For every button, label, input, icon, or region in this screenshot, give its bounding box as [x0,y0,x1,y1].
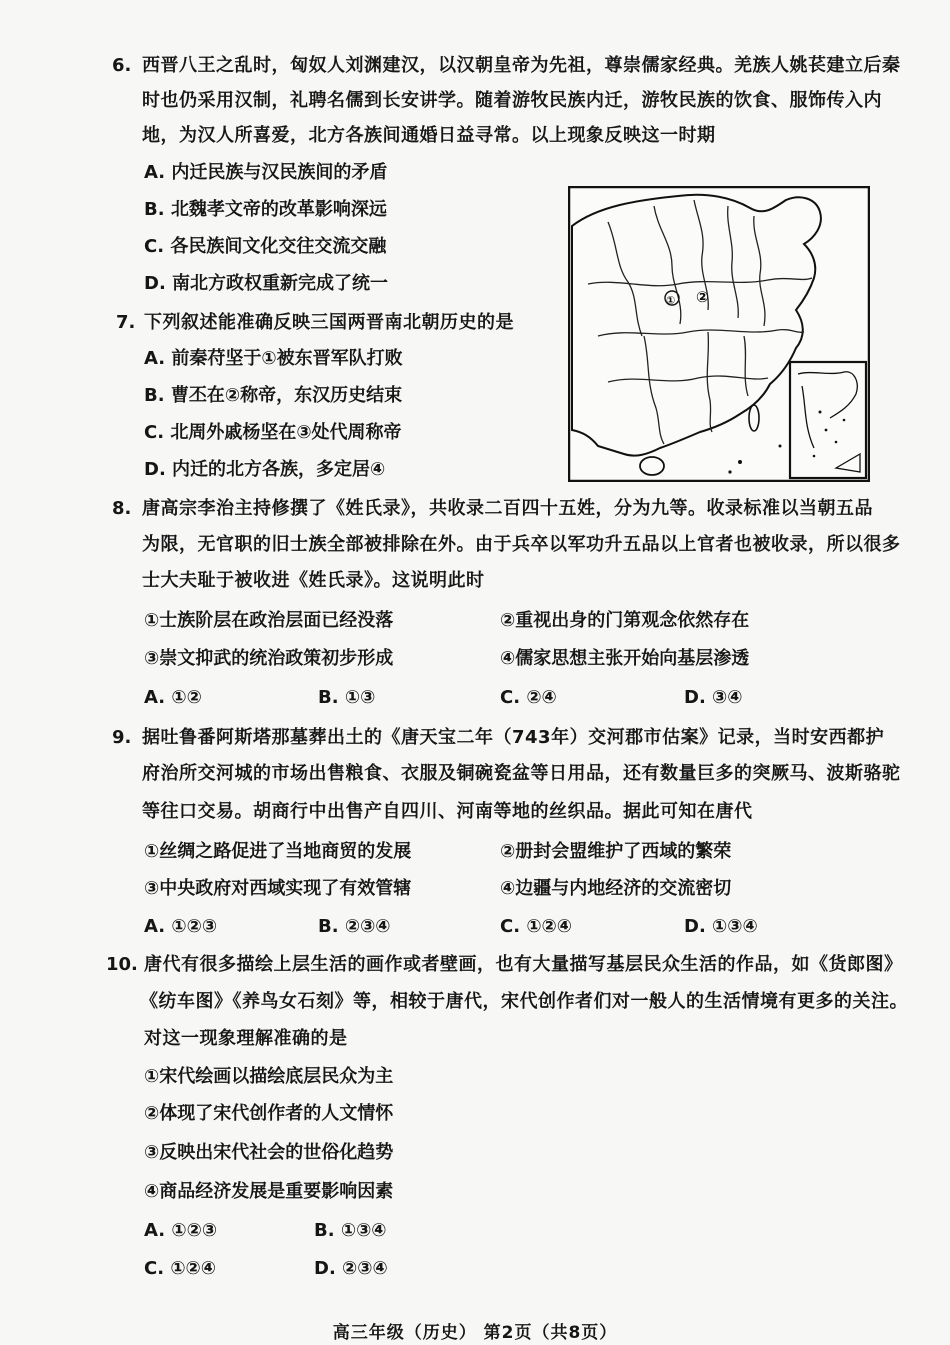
statement-3: ③中央政府对西域实现了有效管辖 [144,878,412,899]
option-b: B. ②③④ [318,916,391,937]
statement-4: ④儒家思想主张开始向基层渗透 [500,648,750,669]
china-map-illustration [568,186,870,482]
statement-1: ①士族阶层在政治层面已经没落 [144,610,394,631]
question-number: 9. [112,727,132,748]
option-d: D. 内迁的北方各族，多定居④ [144,459,386,480]
question-stem-line: 府治所交河城的市场出售粮食、衣服及铜碗瓷盆等日用品，还有数量巨多的突厥马、波斯骆驼 [142,763,901,784]
question-stem-line: 据吐鲁番阿斯塔那墓葬出土的《唐天宝二年（743年）交河郡市估案》记录，当时安西都护 [142,727,885,748]
statement-1: ①宋代绘画以描绘底层民众为主 [144,1066,394,1087]
option-b: B. ①③④ [314,1220,387,1241]
question-number: 8. [112,498,132,519]
option-c: C. ②④ [500,687,557,708]
question-stem-line: 唐高宗李治主持修撰了《姓氏录》，共收录二百四十五姓，分为九等。收录标准以当朝五品 [142,498,873,519]
option-d: D. ①③④ [684,916,758,937]
question-stem-line: 士大夫耻于被收进《姓氏录》。这说明此时 [142,570,485,591]
option-c: C. ①②④ [144,1258,217,1279]
china-map-figure [568,186,870,482]
option-b: B. 北魏孝文帝的改革影响深远 [144,199,387,220]
option-b: B. 曹丕在②称帝，东汉历史结束 [144,385,403,406]
statement-4: ④商品经济发展是重要影响因素 [144,1181,394,1202]
option-d: D. ③④ [684,687,743,708]
question-stem-line: 对这一现象理解准确的是 [144,1028,348,1049]
option-c: C. 北周外戚杨坚在③处代周称帝 [144,422,402,443]
question-stem-line: 等往口交易。胡商行中出售产自四川、河南等地的丝织品。据此可知在唐代 [142,801,753,822]
option-a: A. 内迁民族与汉民族间的矛盾 [144,162,388,183]
question-number: 10. [106,954,138,975]
statement-1: ①丝绸之路促进了当地商贸的发展 [144,841,412,862]
statement-2: ②册封会盟维护了西域的繁荣 [500,841,732,862]
statement-4: ④边疆与内地经济的交流密切 [500,878,732,899]
option-c: C. ①②④ [500,916,573,937]
question-stem-line: 为限，无官职的旧士族全部被排除在外。由于兵卒以军功升五品以上官者也被收录，所以很多 [142,534,901,555]
map-marker-2: ② [696,288,709,306]
option-c: C. 各民族间文化交往交流交融 [144,236,387,257]
option-a: A. ①② [144,687,202,708]
statement-2: ②体现了宋代创作者的人文情怀 [144,1103,394,1124]
option-a: A. ①②③ [144,916,218,937]
question-number: 7. [116,312,136,333]
question-stem-line: 地，为汉人所喜爱，北方各族间通婚日益寻常。以上现象反映这一时期 [142,125,716,146]
option-b: B. ①③ [318,687,376,708]
page-footer: 高三年级（历史） 第2页（共8页） [332,1323,618,1343]
question-stem-line: 西晋八王之乱时，匈奴人刘渊建汉，以汉朝皇帝为先祖，尊崇儒家经典。羌族人姚苌建立后秦 [142,55,901,76]
question-stem-line: 《纺车图》《养鸟女石刻》等，相较于唐代，宋代创作者们对一般人的生活情境有更多的关注。 [140,991,908,1012]
option-a: A. 前秦苻坚于①被东晋军队打败 [144,348,403,369]
option-d: D. 南北方政权重新完成了统一 [144,273,389,294]
statement-3: ③崇文抑武的统治政策初步形成 [144,648,394,669]
question-stem-line: 唐代有很多描绘上层生活的画作或者壁画，也有大量描写基层民众生活的作品，如《货郎图》 [144,954,903,975]
question-stem-line: 下列叙述能准确反映三国两晋南北朝历史的是 [144,312,514,333]
question-stem-line: 时也仍采用汉制，礼聘名儒到长安讲学。随着游牧民族内迁，游牧民族的饮食、服饰传入内 [142,90,882,111]
option-d: D. ②③④ [314,1258,388,1279]
statement-2: ②重视出身的门第观念依然存在 [500,610,750,631]
option-a: A. ①②③ [144,1220,218,1241]
question-number: 6. [112,55,132,76]
map-marker-1: ① [666,294,676,307]
statement-3: ③反映出宋代社会的世俗化趋势 [144,1142,394,1163]
